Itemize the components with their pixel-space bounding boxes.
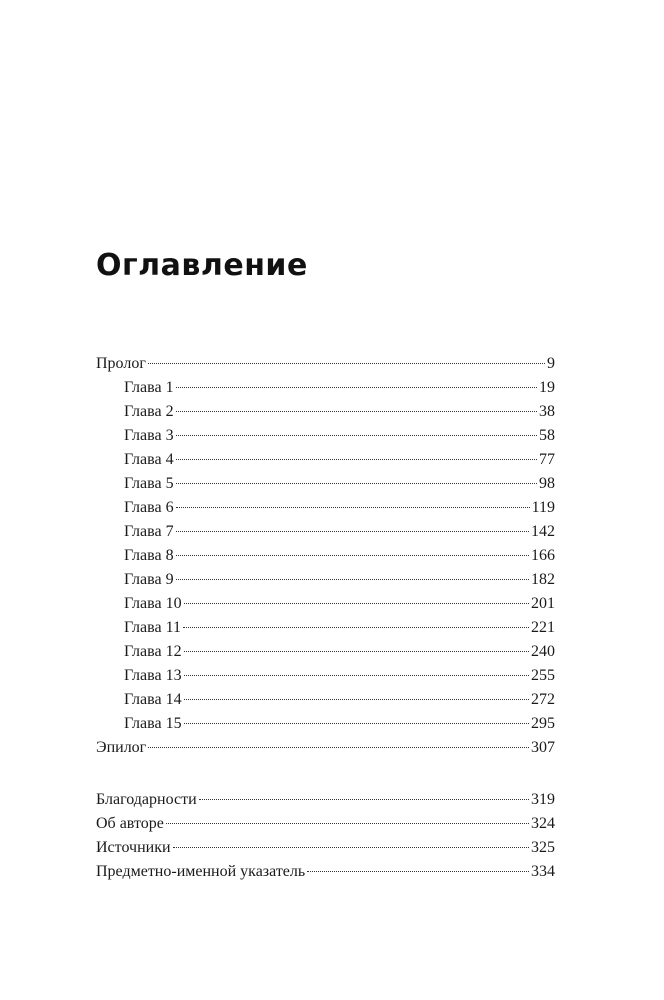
dot-leader — [176, 411, 537, 412]
toc-entry-page: 182 — [531, 571, 555, 588]
dot-leader — [176, 459, 537, 460]
toc-entry-chapter-6 — [124, 496, 555, 520]
toc-entry-page: 98 — [539, 475, 555, 492]
dot-leader — [166, 823, 529, 824]
toc-entry-chapter-8 — [124, 544, 555, 568]
toc-entry-page: 307 — [531, 739, 555, 756]
toc-entry-chapter-1 — [124, 376, 555, 400]
dot-leader — [148, 747, 529, 748]
toc-entry-label: Глава 2 — [124, 403, 174, 420]
toc-entry-chapter-10 — [124, 592, 555, 616]
toc-entry-label: Глава 8 — [124, 547, 174, 564]
dot-leader — [173, 847, 529, 848]
toc-entry-label: Глава 6 — [124, 499, 174, 516]
toc-entry-label: Глава 7 — [124, 523, 174, 540]
toc-entry-prologue — [96, 352, 555, 376]
toc-entry-epilogue — [96, 736, 555, 760]
toc-entry-page: 38 — [539, 403, 555, 420]
dot-leader — [176, 579, 529, 580]
toc-entry-label: Глава 14 — [124, 691, 182, 708]
dot-leader — [176, 507, 530, 508]
toc-entry-label: Источники — [96, 839, 171, 856]
toc-entry-label: Глава 4 — [124, 451, 174, 468]
toc-entry-page: 166 — [531, 547, 555, 564]
toc-entry-chapter-5 — [124, 472, 555, 496]
dot-leader — [148, 363, 545, 364]
dot-leader — [184, 603, 529, 604]
toc-entry-label: Предметно-именной указатель — [96, 863, 306, 880]
toc-entry-page: 334 — [531, 863, 555, 880]
dot-leader — [184, 699, 529, 700]
dot-leader — [307, 871, 529, 872]
toc-entry-page: 9 — [547, 355, 555, 372]
toc-entry-page: 77 — [539, 451, 555, 468]
toc-entry-chapter-3 — [124, 424, 555, 448]
toc-entry-chapter-4 — [124, 448, 555, 472]
dot-leader — [184, 651, 529, 652]
toc-entry-page: 19 — [539, 379, 555, 396]
toc-entry-chapter-11 — [124, 616, 555, 640]
dot-leader — [184, 675, 529, 676]
toc-entry-page: 295 — [531, 715, 555, 732]
toc-entry-chapter-14 — [124, 688, 555, 712]
toc-entry-label: Глава 13 — [124, 667, 182, 684]
toc-entry-page: 272 — [531, 691, 555, 708]
dot-leader — [176, 387, 537, 388]
toc-entry-page: 255 — [531, 667, 555, 684]
toc-entry-page: 324 — [531, 815, 555, 832]
toc-entry-page: 201 — [531, 595, 555, 612]
dot-leader — [183, 627, 529, 628]
dot-leader — [176, 483, 537, 484]
toc-entry-chapter-12 — [124, 640, 555, 664]
toc-entry-chapter-9 — [124, 568, 555, 592]
dot-leader — [176, 435, 537, 436]
toc-entry-chapter-13 — [124, 664, 555, 688]
toc-entry-label: Глава 10 — [124, 595, 182, 612]
toc-entry-acknowledgements — [96, 788, 555, 812]
toc-entry-page: 58 — [539, 427, 555, 444]
toc-entry-label: Благодарности — [96, 791, 197, 808]
toc-entry-chapter-2 — [124, 400, 555, 424]
toc-entry-label: Эпилог — [96, 739, 147, 756]
toc-entry-label: Глава 1 — [124, 379, 174, 396]
dot-leader — [184, 723, 529, 724]
toc-entry-index — [96, 860, 555, 884]
toc-entry-page: 119 — [531, 499, 555, 516]
toc-entry-label: Глава 11 — [124, 619, 181, 636]
toc-entry-label: Пролог — [96, 355, 146, 372]
toc-entry-sources — [96, 836, 555, 860]
toc-entry-page: 142 — [531, 523, 555, 540]
toc-entry-label: Об авторе — [96, 815, 164, 832]
toc-entry-label: Глава 12 — [124, 643, 182, 660]
toc-entry-label: Глава 3 — [124, 427, 174, 444]
toc-entry-page: 325 — [531, 839, 555, 856]
toc-entry-about-author — [96, 812, 555, 836]
toc-entry-page: 319 — [531, 791, 555, 808]
toc-entry-page: 240 — [531, 643, 555, 660]
toc-entry-label: Глава 15 — [124, 715, 182, 732]
dot-leader — [176, 531, 529, 532]
page-title: Оглавление — [96, 248, 308, 283]
toc-entry-page: 221 — [531, 619, 555, 636]
toc-entry-chapter-15 — [124, 712, 555, 736]
toc-entry-chapter-7 — [124, 520, 555, 544]
toc-entry-label: Глава 5 — [124, 475, 174, 492]
dot-leader — [176, 555, 529, 556]
dot-leader — [199, 799, 529, 800]
toc-entry-label: Глава 9 — [124, 571, 174, 588]
